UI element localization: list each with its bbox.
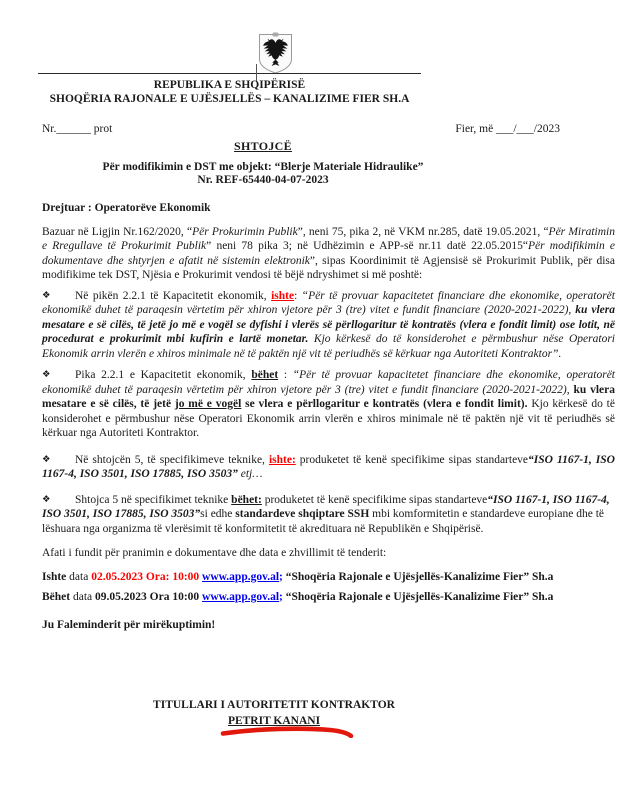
app-gov-al-link[interactable]: www.app.gov.al [202,591,280,603]
bullet2-bold: se vlera e përllogaritur e kontratës (vlera e fondit limit). [241,398,528,410]
document-body [42,201,615,642]
intro-text: Bazuar në Ligjin Nr.162/2020, “ [42,225,193,238]
bullet-ishte-shtojca5 [42,453,615,482]
new-deadline-row [42,590,615,605]
bullet4-text: si edhe [200,508,236,520]
red-pen-stroke [220,725,356,738]
ishte-label: Ishte [42,570,67,583]
iso-standards: “ISO 1167-1, ISO 1167-4, ISO 3501, ISO 17885, ISO 3503” [42,453,615,480]
signature-block [42,698,506,738]
salutation: Drejtuar : Operatorëve Ekonomik [42,202,211,214]
intro-text: ”, sipas Koordinimit të Agjensisë së Prokurimit Publik, për disa modifikime tek DST, Njësia e Prokurimit vendosi të bëjë ndryshimet si më poshtë: [42,254,615,281]
bullet-behet-2-2-1 [42,368,615,441]
behet-keyword: bëhet: [231,493,262,506]
reference-number: Nr. REF-65440-04-07-2023 [197,174,329,186]
bullet1-text: Në pikën 2.2.1 të Kapacitetit ekonomik, [75,289,272,302]
intro-text: ”, neni 75, pika 2, në VKM nr.285, datë 19.05.2021, “ [297,225,549,238]
bullet1-text: : [294,289,302,302]
subtitle-object: Për modifikimin e DST me objekt: “Blerje Materiale Hidraulike” [102,160,424,173]
bullet4-text: produketet të kenë specifikime sipas standarteve [261,493,488,506]
bullet-behet-shtojca5 [42,493,615,537]
bullet1-quote-bold: ku vlera mesatare e së cilës, të jetë jo më e vogël se dyfishi i vlerës së përllogaritur të kontratës (vlera e fondit limit) ose lotit, në procedurat e prokurimit mbi kufirin e lartë monetar. [42,304,615,345]
closing-thanks: Ju Faleminderit për mirëkuptimin! [42,618,216,631]
bullet2-text: Kjo kërkesë do të konsiderohet e përmbushur nëse Operatori Ekonomik arrin vlerën e xhiros minimale në të paktën një vit të periudhës së kërkuar nga Autoriteti Kontraktor. [42,398,615,439]
document-subtitle [42,161,484,188]
data-label: data [70,591,96,603]
vkm-title: Për Miratimin e Rregullave të Prokurimit Publik [42,225,615,252]
document-title: SHTOJCË [234,139,292,153]
bullet2-bold-underline: jo më e vogël [174,398,242,410]
bullet4-text: Shtojca 5 në specifikimet teknike [75,493,232,506]
bullet-ishte-2-2-1 [42,289,615,362]
ishte-keyword: ishte [271,289,295,302]
behet-keyword: bëhet [251,369,279,381]
deadline-heading: Afati i fundit për pranimin e dokumentave dhe data e zhvillimit të tenderit: [42,547,387,559]
bullet3-text: etj… [237,468,263,480]
protocol-row [42,122,615,136]
protocol-number: Nr.______ prot [42,123,113,135]
bullet-icon: ❖ [42,493,51,505]
intro-paragraph [42,225,615,283]
law-title: Për Prokurimin Publik [192,225,298,238]
old-date-time: 02.05.2023 Ora: 10:00 [91,570,203,583]
bullet2-bold: ku vlera mesatare e së cilës, të jetë [42,383,615,410]
bullet2-quote: “Për të provuar kapacitetet financiare dhe ekonomike, operatorët ekonomikë duhet të paraqesin vërtetim për xhiron vjetore për 3 (tre) vitet e fundit financiare (2020-2021-2022), [42,369,615,396]
link-separator: ; [279,591,283,603]
udhezim-title: Për modifikimin e dokumentave dhe shtyrjen e afatit në sistemin elektronik [42,240,615,267]
signature-title: TITULLARI I AUTORITETIT KONTRAKTOR [153,699,395,711]
place-date: Fier, më ___/___/2023 [455,123,560,135]
bullet1-quote: “Për të provuar kapacitetet financiare dhe ekonomike, operatorët ekonomikë duhet të paraqesin vërtetim për xhiron vjetore për 3 (tre) vitet e fundit financiare (2020-2021-2022), [42,289,615,316]
app-gov-al-link[interactable]: www.app.gov.al [202,570,280,583]
new-date-time: 09.05.2023 Ora 10:00 [95,591,203,603]
signature-name: PETRIT KANANI [227,714,321,727]
bullet3-text: produketet të kenë specifikime sipas standarteve [295,453,529,466]
letterhead [42,79,417,106]
bullet4-text: mbi komformitetin e standardeve europiane dhe të lëshuara nga organizma të vlerësimit të konformitetit të akredituara në Republikën e Shqipërisë. [42,508,604,535]
title-block [42,139,484,188]
link-separator: ; [279,570,283,583]
iso-standards: “ISO 1167-1, ISO 1167-4, ISO 3501, ISO 17885, ISO 3503” [42,493,610,520]
header-divider [38,73,421,74]
authority-name: “Shoqëria Rajonale e Ujësjellës-Kanalizime Fier” Sh.a [282,570,554,583]
bullet2-text: : [278,369,293,381]
intro-text: ” neni 78 pika 3; në Udhëzimin e APP-së nr.11 datë 22.05.2015“ [206,240,528,252]
authority-name: “Shoqëria Rajonale e Ujësjellës-Kanalizime Fier” Sh.a [282,591,554,603]
bullet2-text: Pika 2.2.1 e Kapacitetit ekonomik, [75,369,252,381]
company-title: SHOQËRIA RAJONALE E UJËSJELLËS – KANALIZIME FIER SH.A [49,92,410,105]
bullet3-text: Në shtojcën 5, të specifikimeve teknike, [75,453,269,466]
albanian-eagle-crest-icon [258,32,293,75]
bullet1-quote: Kjo kërkesë do të konsiderohet e përmbushur nëse Operatori Ekonomik arrin vlerën e xhiros minimale në të paktën një vit të periudhës së kërkuar nga Autoriteti Kontraktor”. [42,333,615,360]
data-label: data [66,570,92,583]
old-deadline-row [42,570,615,585]
republic-title: REPUBLIKA E SHQIPËRISË [153,79,306,91]
bullet-icon: ❖ [42,369,51,380]
ssh-standards: standardeve shqiptare SSH [235,508,370,520]
bullet-icon: ❖ [42,453,51,465]
behet-label: Bëhet [42,591,71,603]
bullet-icon: ❖ [42,289,51,301]
ishte-keyword: ishte: [268,453,296,466]
